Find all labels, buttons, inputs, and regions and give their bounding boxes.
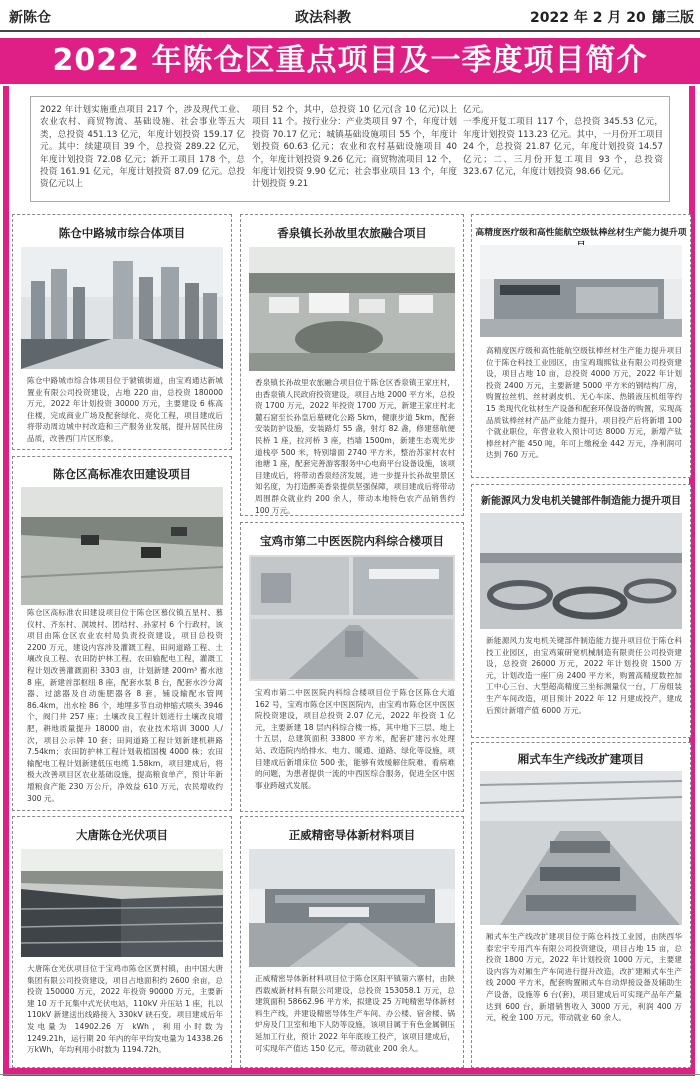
factory-exterior-photo: [249, 849, 455, 967]
project-title: 宝鸡市第二中医医院内科综合楼项目: [260, 534, 444, 548]
project-description: 宝鸡市第二中医医院内科综合楼项目位于陈仓区陈仓大道 162 号，宝鸡市陈仓区中医医院内，由宝鸡市陈仓区中医医院投资建设，项目总投资 2.07 亿元，2022 年投资 1 亿元，主要新建 18 层内科综合楼一栋，其中地下三层、地上十五层，总建筑面积 33800 平方米，配套扩建污水处理站、改造院内给排水、电力、暖通、道路、绿化等设施，项目建成后新增床位 500 张，能够有效缓解住院难、看病难的问题，为患者提供一流的中西医综合服务，促进全区中医事业跨越式发展。: [255, 688, 455, 790]
project-description: 大唐陈仓光伏项目位于宝鸡市陈仓区贾村镇，由中国大唐集团有限公司投资建设，项目占地面积约 2600 余亩，总投资 150000 万元，2022 年投资 90000 万元，主要新建 10 万千瓦集中式光伏电站，110kV 升压站 1 座，扎以 110kV 新建送出线路接入 330kV 硖石变。项目建成后年发电量为 14902.26 万 kWh，利用小时数为 1249.21h，运行期 20 年内的年平均发电量为 14338.26 万kWh，年均利用小时数为 1194.72h。: [27, 964, 223, 1055]
farmland-tractors-photo: [21, 487, 223, 605]
project-card: [12, 214, 232, 450]
project-title: 大唐陈仓光伏项目: [76, 828, 168, 842]
project-description: 正威精密导体新材料项目位于陈仓区阳平镇第六寨村，由陕西载威新材料有限公司建设，总投资 153058.1 万元，总建筑面积 58662.96 平方米，拟建设 25 万吨精密导体新材料生产线，并建设精密导体生产车间、办公楼、宿舍楼、锅炉房及门卫室和地下人防等设施，该项目属于有色金属铜压延加工行业，预计 2022 年年底竣工投产，该项目建成后，可实现年产值达 150 亿元，带动就业 200 余人。: [255, 974, 455, 1053]
intro-column-1: 2022 年计划实施重点项目 217 个，涉及现代工业、农业农村、商贸物流、基础设施、社会事业等五大类，总投资 451.13 亿元，年度计划投资 159.17 亿元。其中：续建项目 39 个，总投资 289.22 亿元，年度计划投资 72.08 亿元；新开工项目 178 个，总投资 161.91 亿元，年度计划投资 87.09 亿元。总投资亿元以上: [40, 105, 245, 190]
section-name: 政法科教: [295, 10, 351, 26]
project-description: 陈仓区高标准农田建设项目位于陈仓区慕仪镇五星村、慕仪村、齐东村、洞坡村、团结村、孙家村 6 个行政村，该项目由陈仓区农业农村局负责投资建设，项目总投资 2200 万元，建设内容涉及灌溉工程、田间道路工程、土壤改良工程、农田防护林工程、农田输配电工程，灌溉工程计划改善灌溉面积 3303 亩，计划新建 200m³ 蓄水池 8 座，新建首部枢纽 8 座，配套水泵 8 台，配套水沙分离器、过滤器及自动施肥器各 8 套，铺设输配水管网 86.4km，出水栓 86 个，地埋多节自动伸缩式喷头 3946 个，阀门井 257 座；土壤改良工程计划进行土壤改良增肥，耕地质量提升 18000 亩，农业技术培训 3000 人/次，项目公示牌 10 套；田间道路工程计划新建机耕路 7.54km；农田防护林工程计划栽植国槐 4000 株；农田输配电工程计划新建低压电缆 1.58km，项目建成后，将极大改善项目区农业基础设施，提高粮食单产，预计年新增粮食产能 230 万公斤，净效益 610 万元，农民增收约 300 元。: [27, 608, 223, 803]
masthead-divider: [0, 30, 700, 32]
project-description: 香泉镇长孙故里农旅融合项目位于陈仓区香泉镇王家庄村，由香泉镇人民政府投资建设，项目占地 2000 平方米，总投资 1700 万元，2022 年投资 1700 万元，新建王家庄村北麓石窟至长孙皇后墓硬化公路 5km，健康步道 5km，配套安装防护设施，安装路灯 55 盏，射灯 82 盏，修建慈航便民桥 1 座，拉河桥 3 座，挡墙 1500m，新建生态观光步道栈亭 500 米，特别墙面 2740 平方米，整治苏家村农村池塘 1 座，配套完善游客服务中心电商平台设备设施，该项目建成后，将带动香泉经济发展，进一步提升长孙故里景区知名度，为打造醉美香泉提供坚强保障，项目建成后将带动周围群众就业约 200 余人，带动本地特色农产品销售约 100 万元。: [255, 378, 455, 515]
village-aerial-photo: [249, 247, 455, 371]
project-title: 陈仓区高标准农田建设项目: [53, 467, 191, 481]
intro-column-2: 项目 52 个，其中，总投资 10 亿元(含 10 亿元)以上项目 11 个。按行业分：产业类项目 97 个，年度计划投资 70.17 亿元；城镇基础设施项目 55 个，年度计划投资 60.63 亿元；农业和农村基础设施项目 40 个，年度计划投资 9.26 亿元；商贸物流项目 12 个，年度计划投资 9.90 亿元；社会事业项目 13 个，年度计划投资 9.21: [252, 105, 457, 190]
paper-name: 新陈仓: [9, 10, 51, 26]
project-title: 新能源风力发电机关键部件制造能力提升项目: [481, 496, 681, 507]
industrial-plant-photo: [480, 245, 682, 337]
project-card: [240, 214, 464, 516]
project-card: [240, 522, 464, 812]
project-title: 正威精密导体新材料项目: [288, 828, 416, 842]
workshop-rings-photo: [480, 513, 682, 629]
masthead: [0, 0, 700, 32]
project-description: 新能源风力发电机关键部件制造能力提升项目位于陈仓科技工业园区，由宝鸡策研宽机械制造有限责任公司投资建设，总投资 26000 万元，2022 年计划投资 1500 万元，计划改造一座厂房 2400 平方米，购置高精度数控加工中心三台、大型超高精度三坐标测量仪一台，厂房组装生产车间改造，项目预计 2022 年 12 月建成投产，建成后预计新增产值 6000 万元。: [486, 636, 682, 715]
project-title: 香泉镇长孙故里农旅融合项目: [277, 226, 427, 240]
project-card: [471, 214, 691, 478]
project-card: [12, 456, 232, 811]
page-bottom-rule: [0, 1074, 700, 1075]
project-description: 陈仓中路城市综合体项目位于虢镇街道，由宝鸡通达新城置业有限公司投资建设，占地 220 亩，总投资 180000 万元，2022 年计划投资 30000 万元，主要建设 6 栋高住楼，完成商业广场及配套绿化、亮化工程，项目建成后将带动周边城中村改造和三产服务业发展，提升居民住房品质，改善西门片区形象。: [27, 376, 223, 443]
project-card: [471, 742, 691, 1068]
intro-column-3: 亿元。 一季度开复工项目 117 个，总投资 345.53 亿元，年度计划投资 113.23 亿元。其中，一月份开工项目 24 个，总投资 21.87 亿元，年度计划投资 14.57 亿元；二、三月份开复工项目 93 个，总投资 323.67 亿元，年度计划投资 98.66 亿元。: [463, 105, 663, 178]
project-title: 厢式车生产线改扩建项目: [517, 752, 645, 766]
project-card: [12, 816, 232, 1068]
project-title: 高精度医疗级和高性能航空级钛棒丝材生产能力提升项: [475, 228, 687, 238]
edition-label: 第三版: [652, 10, 694, 26]
production-line-photo: [480, 771, 682, 925]
project-card: [471, 484, 691, 738]
headline-title: 2022 年陈仓区重点项目及一季度项目简介: [52, 43, 648, 78]
project-description: 高精度医疗级和高性能航空级钛棒丝材生产能力提升项目位于陈仓科技工业园区，由宝鸡瑞熙钛业有限公司投资建设，项目占地 10 亩，总投资 4000 万元，2022 年计划投资 2400 万元，主要新建 5000 平方米的钢结构厂房，购置拉丝机、丝材剥皮机、无心车床、热锻液压机组等约 15 类现代化钛材生产设备和配套环保设备的购置，实现高品质钛棒丝材产品产业能力提升，项目投产后将新增 100 个就业职位，年营业收入预计可达 8000 万元，新增产钛棒丝材产能 450 吨，年可上缴税金 442 万元，净利润可达到 760 万元。: [486, 346, 682, 460]
project-title: 陈仓中路城市综合体项目: [58, 226, 186, 240]
project-description: 厢式车生产线改扩建项目位于陈仓科技工业园，由陕西华泰宏宇专用汽车有限公司投资建设，项目占地 15 亩，总投资 1800 万元，2022 年计划投资 1000 万元，主要建设内容为对厢生产车间进行提升改造，改扩建厢式车生产线 2000 平方米，配套购置厢式车自动焊接设备及辅助生产设备，设施等 6 台(套)，项目建成后可实现产品年产量达到 600 台，新增销售收入 3000 万元，利润 400 万元，税金 100 万元，带动就业 60 余人。: [486, 932, 682, 1023]
project-card: [240, 816, 464, 1068]
city-towers-photo: [21, 247, 223, 369]
issue-date: 2022 年 2 月 20 日: [530, 10, 665, 26]
hospital-interior-photo: [249, 555, 455, 681]
solar-panels-photo: [21, 849, 223, 957]
